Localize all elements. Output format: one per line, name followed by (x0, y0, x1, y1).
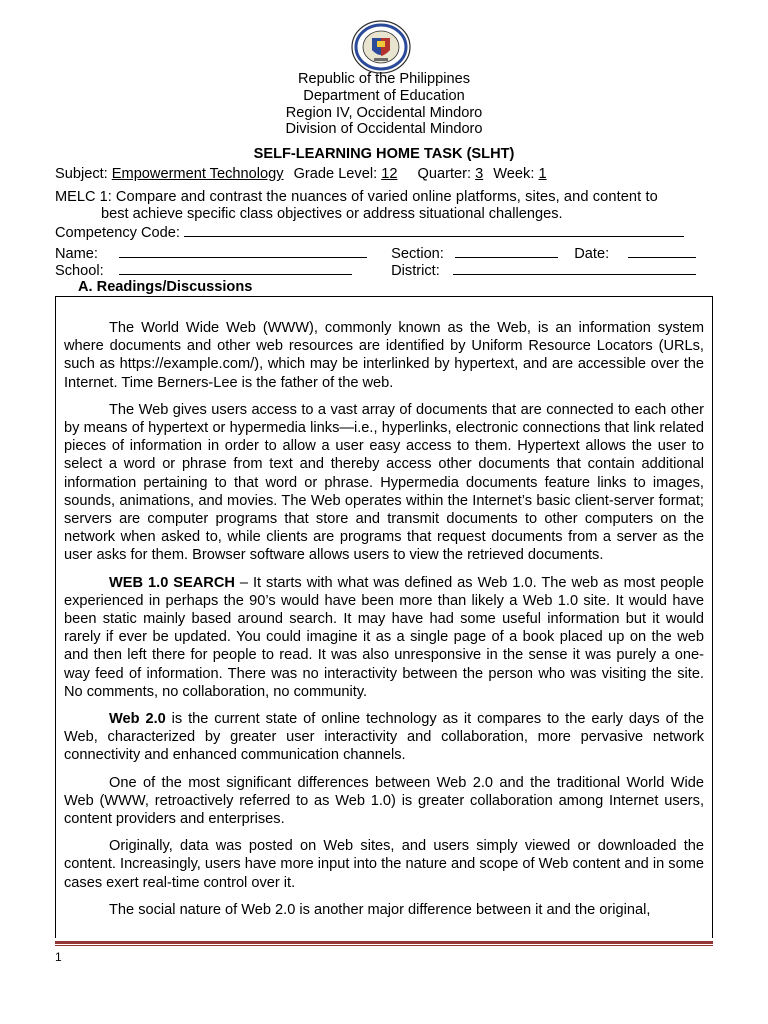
district-label: District: (391, 263, 440, 279)
page-number: 1 (55, 950, 62, 964)
name-label: Name: (55, 246, 98, 262)
school-label: School: (55, 263, 104, 279)
grade-value: 12 (381, 166, 398, 182)
paragraph-hypertext: The Web gives users access to a vast array of documents that are connected to each other by means of hypertext or hypermedia links—i.e., hyperlinks, electronic connections that link related pieces of information in order to allow a user easy access to them. Hypertext allows the user to select a word or phrase from text and thereby access other documents that contain additional information pertaining to that word or phrase. Hypermedia documents feature links to images, sounds, animations, and movies. The Web operates within the Internet’s basic client-server format; servers are computer programs that store and transmit documents to other computers on the network when asked to, while clients are programs that request documents from a server as the user asks for them. Browser software allows users to view the retrieved documents. (64, 401, 704, 564)
footer-rule (55, 941, 713, 944)
readings-box (55, 296, 713, 938)
week-label: Week: (493, 166, 535, 182)
header-department: Department of Education (303, 88, 465, 104)
school-row (55, 261, 696, 280)
paragraph-web2 (56, 710, 712, 765)
web1-heading: WEB 1.0 SEARCH (109, 574, 235, 591)
subject-label: Subject: (55, 166, 108, 182)
web2-heading: Web 2.0 (109, 711, 166, 728)
date-field[interactable] (628, 244, 696, 258)
header-division: Division of Occidental Mindoro (285, 121, 483, 137)
footer-rule-thin (55, 945, 713, 946)
web1-text: – It starts with what was defined as Web 1.0. The web as most people experienced in perhaps the 90’s would have been more than likely a Web 1.0 site. It would have been static mainly based around search. It may have had some useful information but it would rarely if ever be updated. You could imagine it as a single page of a book placed up on the web and then left there for people to read. It was also unresponsive in the sense it was purely a one-way feed of information. There was no interactivity between the person who was visiting the site. No comments, no collaboration, no community. (64, 574, 704, 700)
melc-line2: best achieve specific class objectives or address situational challenges. (101, 206, 563, 222)
web2-text: is the current state of online technology as it compares to the early days of the Web, characterized by greater user interactivity and collaboration, more pervasive network connectivity and enhanced communication channels. (64, 711, 704, 764)
grade-label: Grade Level: (293, 166, 378, 182)
melc-line1: Compare and contrast the nuances of varied online platforms, sites, and content to (115, 189, 658, 205)
quarter-label: Quarter: (417, 166, 472, 182)
competency-label: Competency Code: (55, 225, 180, 241)
section-field[interactable] (455, 244, 558, 258)
competency-row (55, 223, 684, 242)
paragraph-www: The World Wide Web (WWW), commonly known as the Web, is an information system where documents and other web resources are identified by Uniform Resource Locators (URLs, such as https://example.com/), which may be interlinked by hypertext, and are accessible over the Internet. Time Berners-Lee is the father of the web. (64, 320, 704, 391)
page-title: SELF-LEARNING HOME TASK (SLHT) (253, 146, 515, 162)
quarter-value: 3 (475, 166, 484, 182)
date-label: Date: (574, 246, 610, 262)
competency-field[interactable] (184, 223, 684, 237)
header-region: Region IV, Occidental Mindoro (285, 105, 483, 121)
subject-row (55, 166, 547, 183)
deped-seal-icon (350, 20, 412, 74)
paragraph-differences: One of the most significant differences between Web 2.0 and the traditional World Wide Web (WWW, retroactively referred to as Web 1.0) is greater collaboration among Internet users, content providers and enterprises. (64, 774, 704, 828)
melc-text (55, 189, 713, 223)
district-field[interactable] (453, 261, 696, 275)
week-value: 1 (538, 166, 547, 182)
section-heading: A. Readings/Discussions (78, 279, 253, 295)
school-field[interactable] (119, 261, 352, 275)
paragraph-originally: Originally, data was posted on Web sites, and users simply viewed or downloaded the content. Increasingly, users have more input into the nature and scope of Web content and in some cases exert real-time control over it. (64, 838, 704, 891)
section-label: Section: (391, 246, 444, 262)
paragraph-social: The social nature of Web 2.0 is another major difference between it and the original, (109, 901, 651, 918)
name-field[interactable] (119, 244, 367, 258)
paragraph-web1 (56, 574, 712, 701)
header-republic: Republic of the Philippines (298, 71, 470, 87)
subject-value: Empowerment Technology (111, 166, 284, 182)
melc-label: MELC 1: (55, 189, 112, 205)
